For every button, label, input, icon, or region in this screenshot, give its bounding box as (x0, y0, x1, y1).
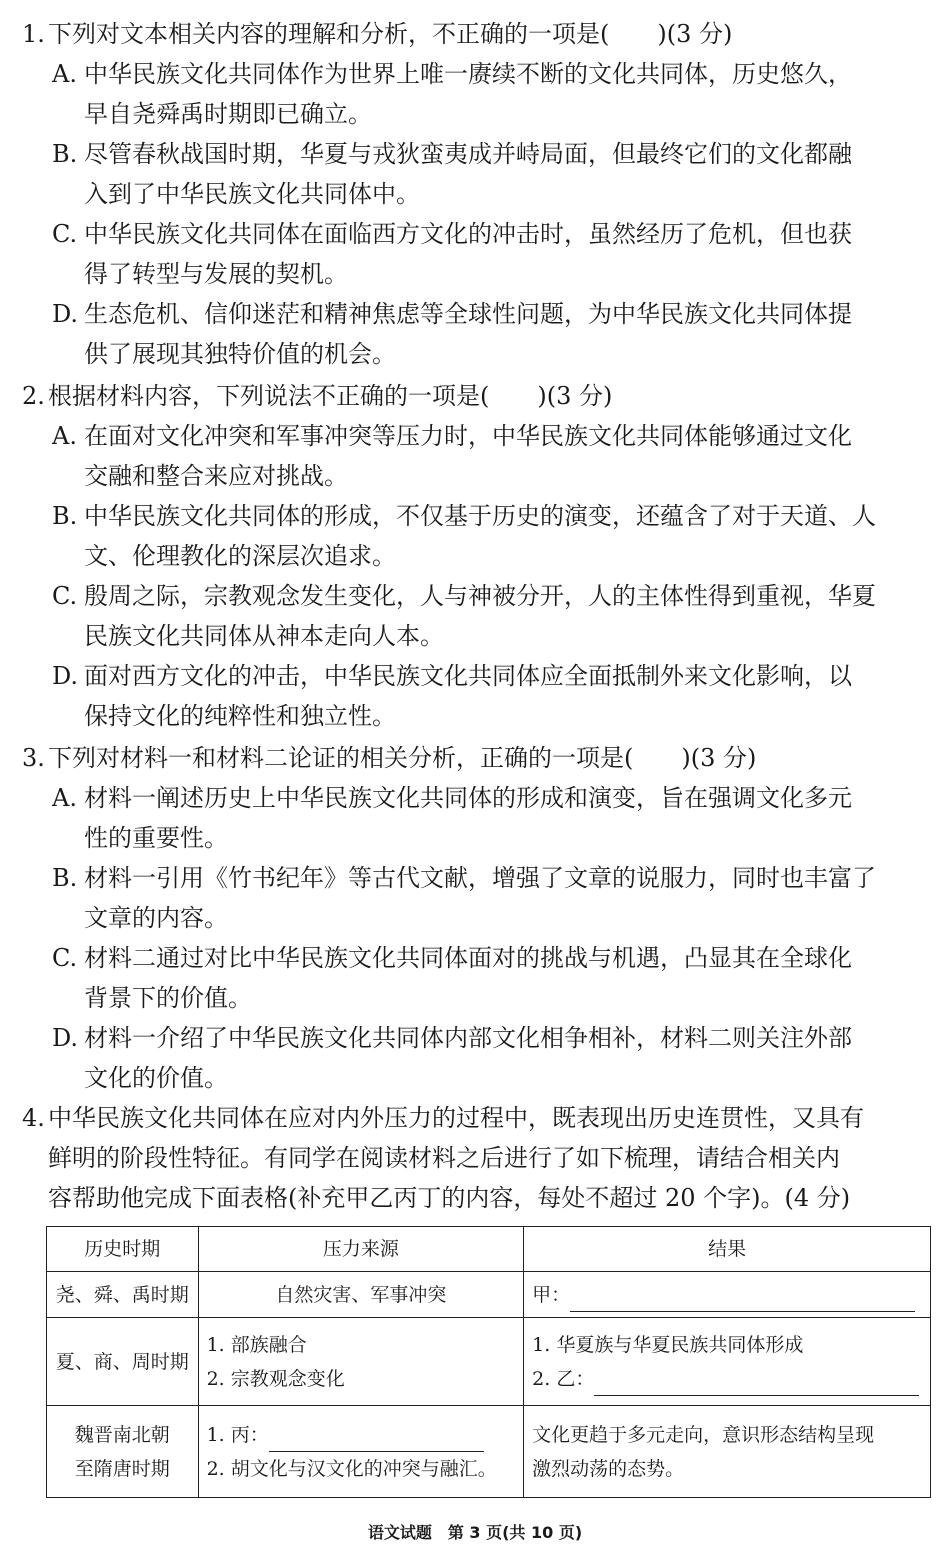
row3-source: 1. 丙： 2. 胡文化与汉文化的冲突与融汇。 (198, 1406, 524, 1498)
question-number: 2. (22, 382, 45, 410)
question-stem-line1: 中华民族文化共同体在应对内外压力的过程中，既表现出历史连贯性，又具有 (48, 1104, 864, 1132)
option-a: A. 在面对文化冲突和军事冲突等压力时，中华民族文化共同体能够通过文化 交融和整合来应对挑战。 (52, 422, 852, 490)
blank-label-yi: 2. 乙： (532, 1367, 595, 1390)
row1-source: 自然灾害、军事冲突 (198, 1272, 524, 1318)
question-1 (22, 14, 937, 374)
table-header-row (47, 1227, 931, 1272)
option-d: D. 面对西方文化的冲击，中华民族文化共同体应全面抵制外来文化影响，以 保持文化的纯粹性和独立性。 (52, 662, 852, 730)
question-3 (22, 738, 937, 1098)
table-row (47, 1318, 931, 1406)
question-number: 4. (22, 1104, 45, 1132)
summary-table (46, 1226, 931, 1498)
question-stem-line3: 容帮助他完成下面表格(补充甲乙丙丁的内容，每处不超过 20 个字)。(4 分) (48, 1184, 851, 1212)
option-c: C. 中华民族文化共同体在面临西方文化的冲击时，虽然经历了危机，但也获 得了转型与发展的契机。 (52, 220, 852, 288)
question-4 (22, 1098, 937, 1218)
question-stem-line2: 鲜明的阶段性特征。有同学在阅读材料之后进行了如下梳理，请结合相关内 (48, 1144, 840, 1172)
answer-blank-bing[interactable] (269, 1425, 484, 1452)
row1-period: 尧、舜、禹时期 (47, 1272, 199, 1318)
row2-result: 1. 华夏族与华夏民族共同体形成 2. 乙： (524, 1318, 931, 1406)
page-footer: 语文试题 第 3 页(共 10 页) (367, 1523, 583, 1542)
question-stem: 根据材料内容，下列说法不正确的一项是( )(3 分) (48, 382, 613, 410)
answer-blank-jia[interactable] (570, 1285, 915, 1312)
question-number: 3. (22, 744, 45, 772)
row1-result (524, 1272, 931, 1318)
row3-period: 魏晋南北朝 至隋唐时期 (47, 1406, 199, 1498)
option-b: B. 材料一引用《竹书纪年》等古代文献，增强了文章的说服力，同时也丰富了 文章的内容。 (52, 864, 876, 932)
option-c: C. 材料二通过对比中华民族文化共同体面对的挑战与机遇，凸显其在全球化 背景下的价值。 (52, 944, 852, 1012)
row2-period: 夏、商、周时期 (47, 1318, 199, 1406)
row3-result: 文化更趋于多元走向，意识形态结构呈现 激烈动荡的态势。 (524, 1406, 931, 1498)
option-d: D. 生态危机、信仰迷茫和精神焦虑等全球性问题，为中华民族文化共同体提 供了展现其独特价值的机会。 (52, 300, 852, 368)
blank-label-jia: 甲： (532, 1283, 571, 1306)
option-c: C. 殷周之际，宗教观念发生变化，人与神被分开，人的主体性得到重视，华夏 民族文化共同体从神本走向人本。 (52, 582, 876, 650)
question-stem: 下列对材料一和材料二论证的相关分析，正确的一项是( )(3 分) (48, 744, 757, 772)
header-source: 压力来源 (198, 1227, 524, 1272)
blank-label-bing: 1. 丙： (206, 1423, 269, 1446)
question-2 (22, 376, 937, 736)
question-number: 1. (22, 20, 45, 48)
question-stem: 下列对文本相关内容的理解和分析，不正确的一项是( )(3 分) (48, 20, 733, 48)
option-a: A. 材料一阐述历史上中华民族文化共同体的形成和演变，旨在强调文化多元 性的重要性。 (52, 784, 852, 852)
option-b: B. 中华民族文化共同体的形成，不仅基于历史的演变，还蕴含了对于天道、人 文、伦理教化的深层次追求。 (52, 502, 876, 570)
row2-source: 1. 部族融合 2. 宗教观念变化 (198, 1318, 524, 1406)
option-b: B. 尽管春秋战国时期，华夏与戎狄蛮夷成并峙局面，但最终它们的文化都融 入到了中华民族文化共同体中。 (52, 140, 852, 208)
answer-blank-yi[interactable] (594, 1369, 919, 1396)
table-row (47, 1406, 931, 1498)
header-period: 历史时期 (47, 1227, 199, 1272)
option-d: D. 材料一介绍了中华民族文化共同体内部文化相争相补，材料二则关注外部 文化的价值。 (52, 1024, 852, 1092)
table-row (47, 1272, 931, 1318)
header-result: 结果 (524, 1227, 931, 1272)
option-a: A. 中华民族文化共同体作为世界上唯一赓续不断的文化共同体，历史悠久， 早自尧舜禹时期即已确立。 (52, 60, 852, 128)
